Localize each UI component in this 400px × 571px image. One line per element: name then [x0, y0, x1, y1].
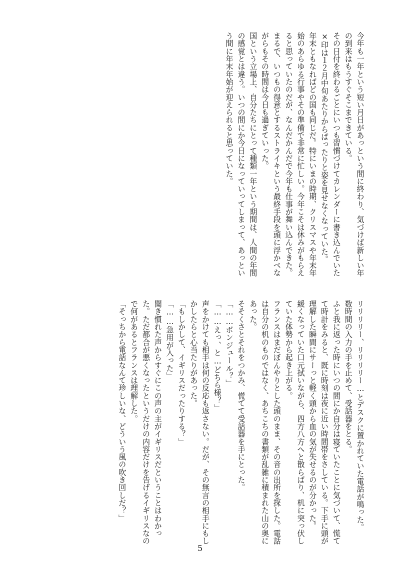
paragraph: 声をかけても相手は何の反応も返さない。だが、その無言の相手にもしかしたらと心当たりがあった。: [189, 300, 211, 545]
text-column-top: [30, 32, 366, 282]
dialogue-line: 「……急用が入った」: [165, 300, 175, 380]
paragraph: 今年も一年という短い月日があっという間に終わり、気づけば新しい年の到来はもうすぐそこまできている。: [344, 32, 365, 277]
paragraph: 緩くなっていた口元拭いながら、四方八方へと散らばり、机に突っ伏していた体勢から起き上がる。: [284, 300, 306, 545]
dialogue-line: 「もしかして、イギリスだったりする？」: [177, 300, 187, 446]
paragraph: 聞き慣れた声からすぐにこの声の主がイギリスだということはわかった。ただ都合が悪くなったというだけの内容だけを告げるイギリスなので何があるとフランスは理解した。: [129, 300, 163, 545]
text-column-bottom: [30, 300, 366, 545]
paragraph: 数時間の入力の手を止めて、受話器をとる。: [344, 300, 354, 453]
paragraph: ふと我に返った時にいつの間にか自分は寝ていたことに気づいて、慌てて時計をみると、既に時刻は夜に近い時間帯をさしている。下手に頭が理解した瞬間にサーっと軽く頭から血の気が失せるのが分かった。: [308, 300, 342, 545]
paragraph: 国という立場上、自分たちにとって種類一年という期間は、人間の年間の感覚とは違う。いつの間にか今日になっていってしまって、あっという間に年末年始が迎えられると思っていた。: [225, 32, 258, 277]
dialogue-line: 「……ボンジュール？」: [225, 300, 235, 388]
dialogue-line: 「……えっ、と…どちら様？」: [213, 300, 223, 412]
paragraph: フランスはまだぼんやりとした頭のまま、その音の出所を探した。電話は自分の机のものではなく、あちこちの書類が乱雑に積まれた山の奥にあった。: [248, 300, 282, 545]
page-number: 5: [197, 544, 203, 553]
paragraph: リリリリー、リリリリー…とデスクに置かれていた電話が鳴った。: [356, 300, 365, 531]
paragraph: そそくさとそれをつかみ、慌てて受話器を手にとった。: [236, 300, 246, 492]
dialogue-line: 「そっちから電話なんて珍しいな、どういう風の吹き回しだ？」: [117, 300, 127, 522]
paragraph: 年末ともなればどの国も同じだ。特にいまの時期、クリスマスや年末年始のあらゆる行事やその準備で非常に忙しい。今年こそは休みがもらえると思っていたのだが、なんだかんだで今年も仕事が舞い込んできた。: [284, 32, 318, 277]
paragraph: その日付を終わるごとにいつも習慣づけてカレンダーに書き込んでいた×印は１２月中旬あたりからぱったりと姿を見せなくなっていた。: [320, 32, 342, 277]
paragraph: まるで、いつもの得意とするストライキという最終手段を頭に浮かべながらもその時間は今日も過ぎていった。: [260, 32, 282, 277]
